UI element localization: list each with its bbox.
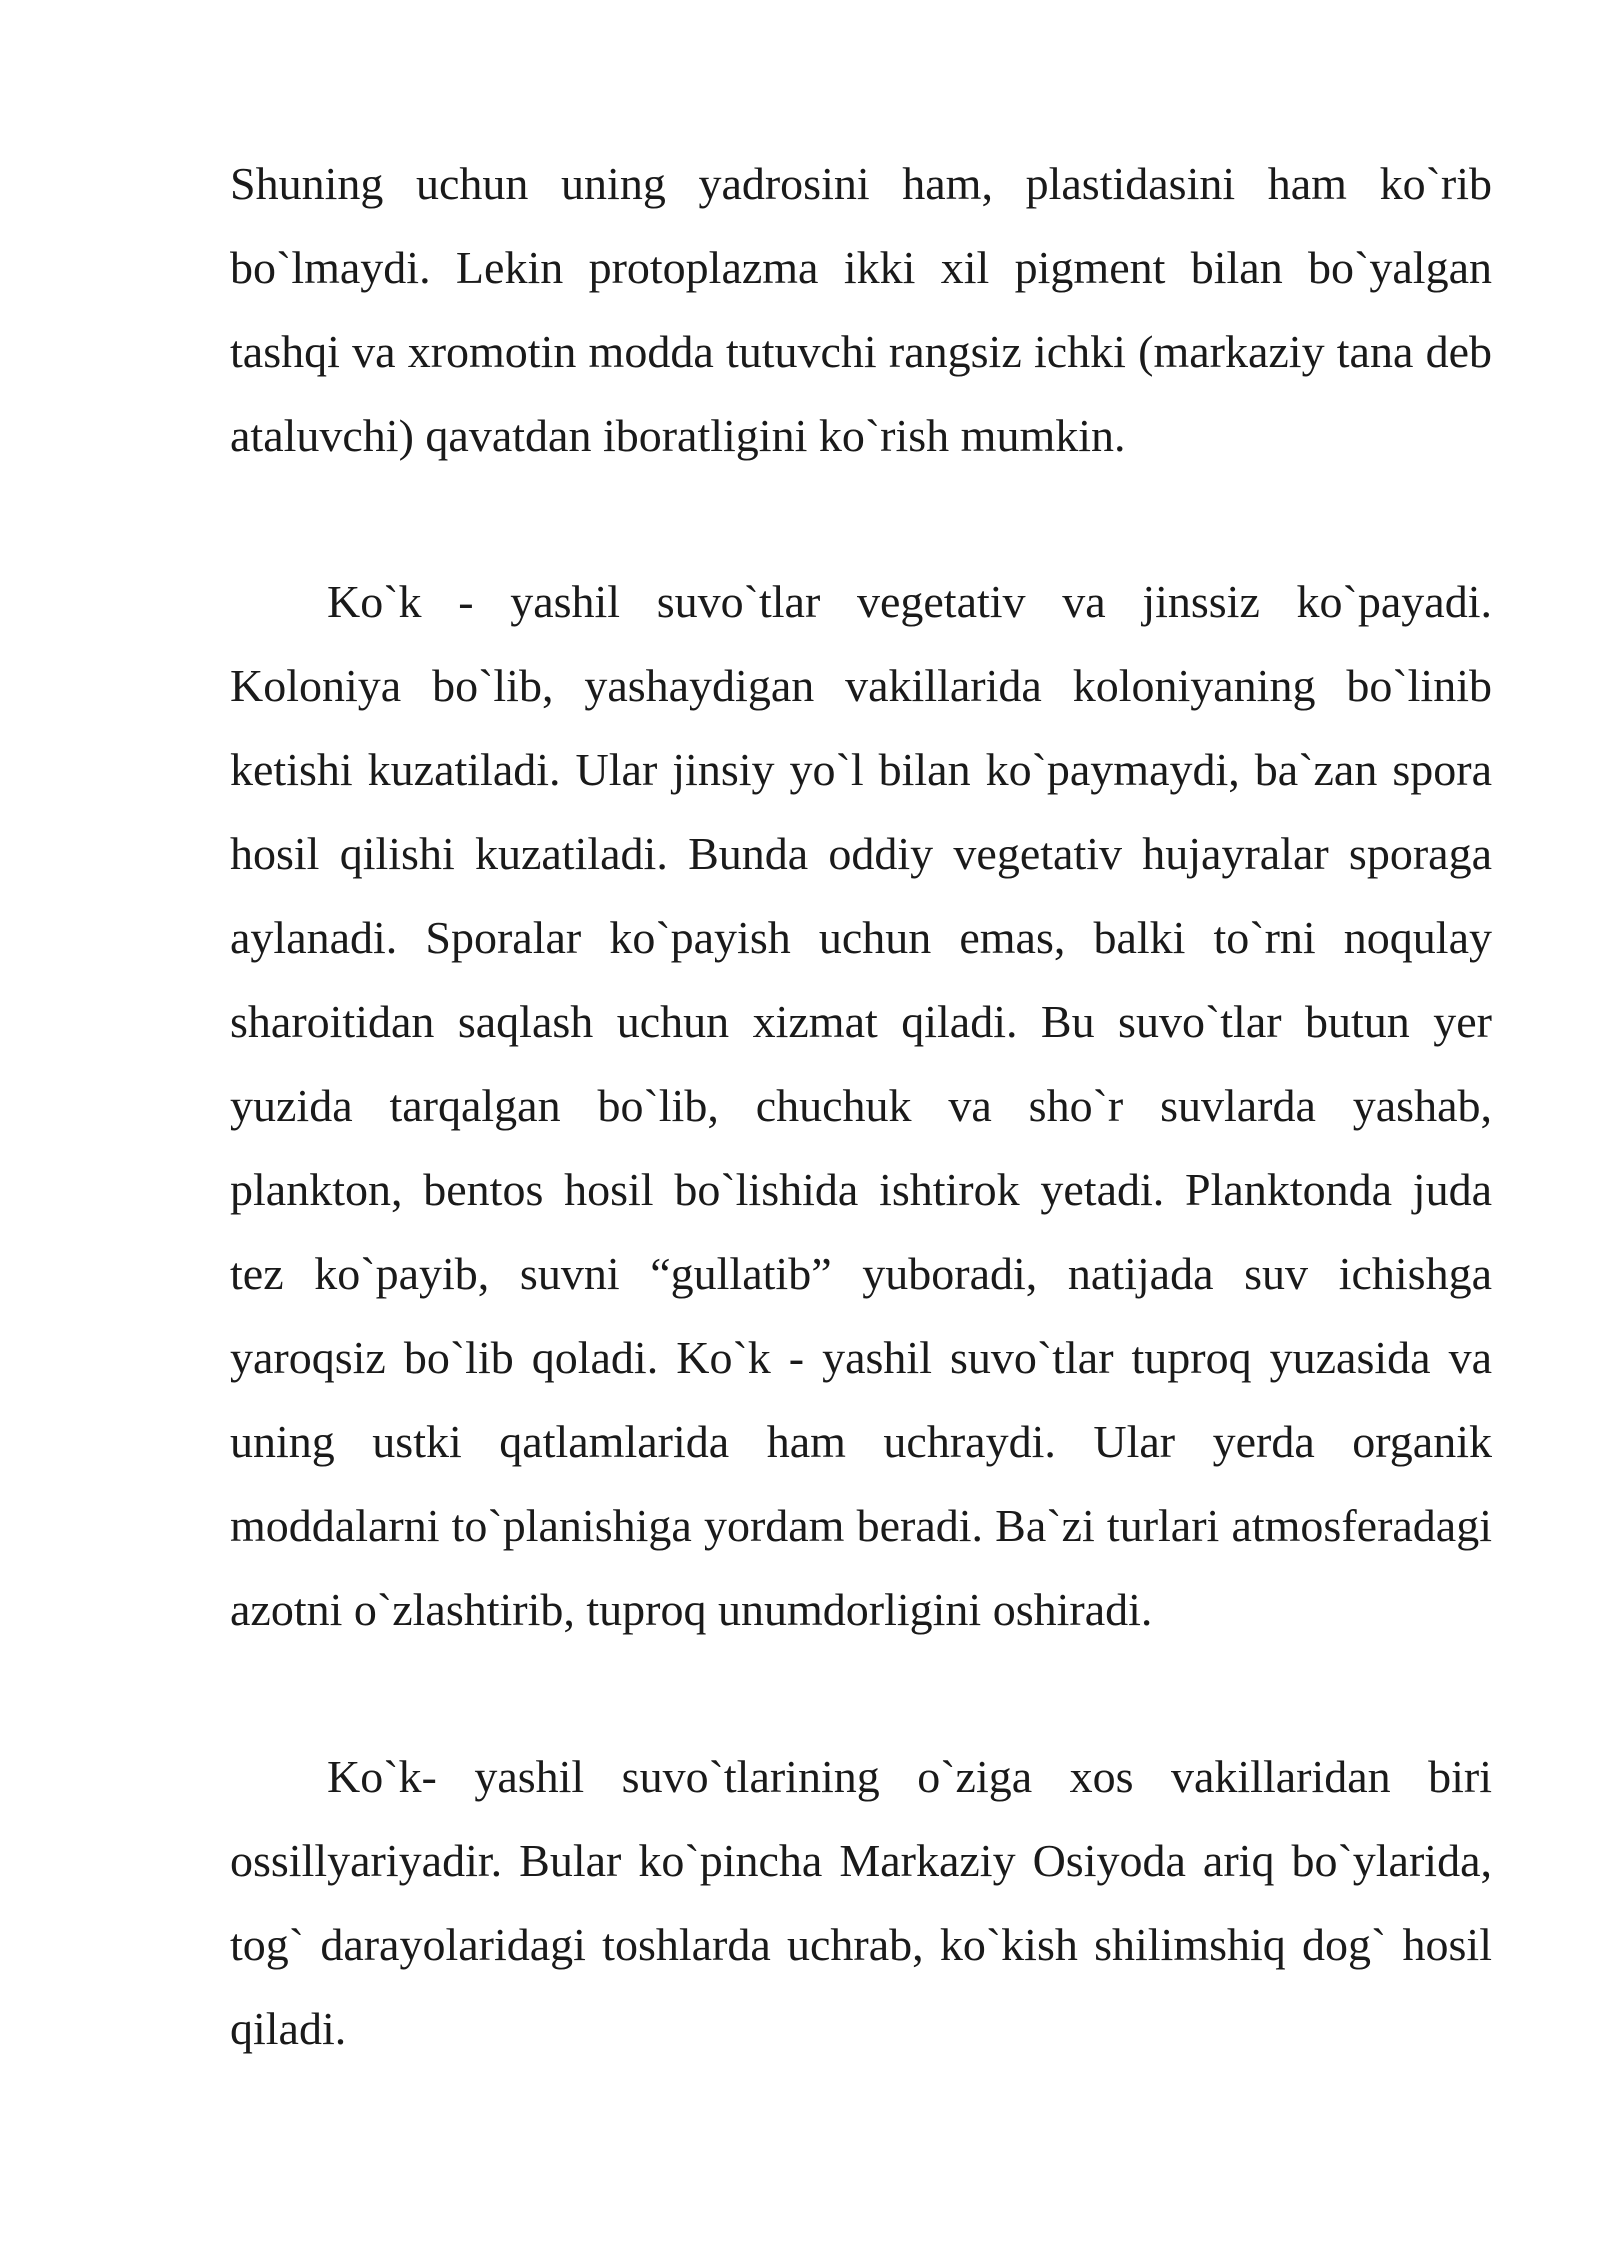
paragraph-3: Ko`k- yashil suvo`tlarining o`ziga xos vakillaridan biri ossillyariyadir. Bular ko`pincha Markaziy Osiyoda ariq bo`ylarida, tog` darayolaridagi toshlarda uchrab, ko`kish shilimshiq dog` hosil qiladi. [230, 1751, 1492, 2054]
paragraph-1: Shuning uchun uning yadrosini ham, plastidasini ham ko`rib bo`lmaydi. Lekin protoplazma ikki xil pigment bilan bo`yalgan tashqi va xromotin modda tutuvchi rangsiz ichki (markaziy tana deb ataluvchi) qavatdan iboratligini ko`rish mumkin. [230, 158, 1492, 461]
paragraph-2: Ko`k - yashil suvo`tlar vegetativ va jinssiz ko`payadi. Koloniya bo`lib, yashaydigan vakillarida koloniyaning bo`linib ketishi kuzatiladi. Ular jinsiy yo`l bilan ko`paymaydi, ba`zan spora hosil qilishi kuzatiladi. Bunda oddiy vegetativ hujayralar sporaga aylanadi. Sporalar ko`payish uchun emas, balki to`rni noqulay sharoitidan saqlash uchun xizmat qiladi. Bu suvo`tlar butun yer yuzida tarqalgan bo`lib, chuchuk va sho`r suvlarda yashab, plankton, bentos hosil bo`lishida ishtirok yetadi. Planktonda juda tez ko`payib, suvni “gullatib” yuboradi, natijada suv ichishga yaroqsiz bo`lib qoladi. Ko`k - yashil suvo`tlar tuproq yuzasida va uning ustki qatlamlarida ham uchraydi. Ular yerda organik moddalarni to`planishiga yordam beradi. Ba`zi turlari atmosferadagi azotni o`zlashtirib, tuproq unumdorligini oshiradi. [230, 576, 1492, 1635]
